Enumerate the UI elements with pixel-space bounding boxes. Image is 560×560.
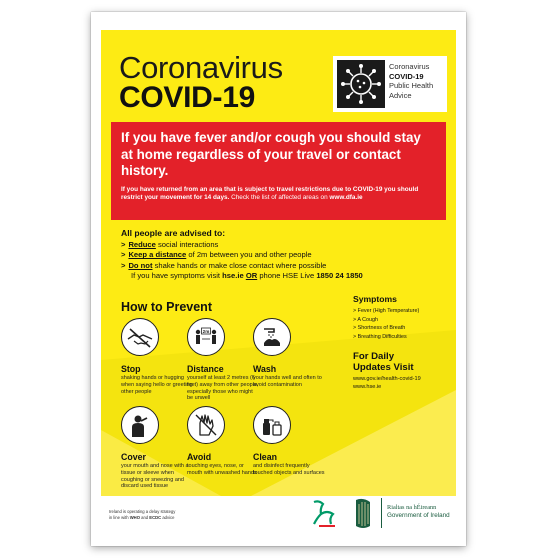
strategy-note (109, 509, 209, 520)
gov-english-name: Government of Ireland (387, 511, 450, 519)
alert-sub-regular: Check the list of affected areas on (231, 194, 328, 202)
note-pre: in line with (109, 514, 130, 520)
tile-title: Cover (121, 452, 146, 462)
updates-heading-line-2: Updates Visit (353, 361, 414, 373)
tile-desc: touching eyes, nose, or mouth with unwashed hands (187, 463, 257, 476)
badge-line-1: Coronavirus (389, 62, 430, 71)
badge-text (389, 62, 433, 100)
prevent-tile-clean (253, 406, 325, 477)
note-post: advice (161, 514, 175, 520)
poster (91, 12, 466, 546)
hse-line-or: OR (245, 270, 258, 280)
hse-website-link[interactable]: www.hse.ie (353, 383, 382, 390)
tile-title: Stop (121, 364, 141, 374)
note-who: WHO (129, 514, 140, 520)
spray-icon (253, 406, 291, 444)
hse-line-pre: If you have symptoms visit (131, 270, 223, 280)
advice-item-bold: Keep a distance (128, 250, 187, 260)
alert-sub-bold: If you have returned from an area that is subject to travel restrictions due to COVID-19 you should restrict your movement for 14 days. (121, 185, 419, 202)
prevent-tile-stop (121, 318, 193, 395)
tile-title: Clean (253, 452, 277, 462)
dfa-link[interactable]: www.dfa.ie (329, 194, 363, 202)
alert-banner (111, 122, 446, 220)
updates-heading (353, 352, 453, 373)
alert-headline: If you have fever and/or cough you should stay at home regardless of your travel or contact history. (121, 130, 421, 178)
tile-desc: and disinfect frequently touched objects and surfaces (253, 463, 325, 476)
gov-divider (381, 498, 382, 528)
advice-item-text: social interactions (155, 240, 219, 250)
badge-line-2: COVID-19 (389, 71, 424, 81)
harp-emblem (351, 496, 375, 532)
tile-title: Avoid (187, 452, 212, 462)
alert-subtext (121, 186, 436, 203)
gov-irish-name: Rialtas na hÉireann (387, 504, 437, 511)
note-and: and (139, 514, 150, 520)
advice-item-text: shake hands or make close contact where possible (152, 260, 327, 270)
handwash-icon (253, 318, 291, 356)
hse-phone[interactable]: 1850 24 1850 (316, 270, 363, 280)
tile-desc: your mouth and nose with a tissue or sleeve when coughing or sneezing and discard used tissue (121, 463, 189, 490)
prevent-tile-avoid (187, 406, 259, 477)
advice-section (121, 228, 441, 281)
prevent-tile-cover (121, 406, 193, 490)
symptoms-section (353, 294, 453, 341)
advice-item: > Reduce social interactions (121, 240, 219, 250)
distance-icon (187, 318, 225, 356)
badge-line-3: Public Health (389, 81, 434, 90)
public-health-badge (333, 56, 447, 112)
hse-contact-line (121, 271, 441, 281)
badge-line-4: Advice (389, 90, 412, 100)
prevent-tile-distance (187, 318, 259, 402)
handshake-icon (121, 318, 159, 356)
virus-icon (337, 60, 385, 108)
hse-line-mid: phone HSE Live (257, 270, 317, 280)
symptom-item: > Shortness of Breath (353, 325, 406, 332)
symptom-item: > Fever (High Temperature) (353, 308, 420, 314)
symptom-item: > Breathing Difficulties (353, 333, 407, 340)
hse-link[interactable]: hse.ie (222, 270, 244, 280)
updates-links (353, 376, 453, 391)
tile-desc: shaking hands or hugging when saying hello or greeting other people (121, 375, 193, 395)
hse-logo (311, 498, 339, 530)
advice-item: > Keep a distance of 2m between you and other people (121, 250, 312, 260)
hand-icon (187, 406, 225, 444)
prevent-heading: How to Prevent (121, 300, 212, 314)
note-ecdc: ECDC (149, 514, 162, 520)
title-coronavirus: Coronavirus (119, 50, 283, 85)
advice-item: > Do not shake hands or make close contact where possible (121, 260, 327, 270)
tile-title: Distance (187, 364, 224, 374)
symptom-item: > A Cough (353, 316, 379, 323)
updates-section (353, 352, 453, 391)
poster-body (101, 30, 456, 496)
gov-health-link[interactable]: www.gov.ie/health-covid-19 (353, 376, 421, 383)
prevent-tile-wash (253, 318, 325, 389)
symptoms-heading: Symptoms (353, 294, 397, 304)
government-of-ireland (387, 504, 450, 519)
advice-item-text: of 2m between you and other people (186, 250, 312, 260)
title-covid19: COVID-19 (119, 81, 255, 114)
distance-icon-label: 2m (202, 328, 210, 334)
updates-heading-line-1: For Daily (353, 351, 395, 362)
advice-heading: All people are advised to: (121, 228, 226, 238)
strategy-note-line-2 (109, 515, 209, 521)
tile-title: Wash (253, 364, 277, 374)
symptoms-list (353, 307, 453, 341)
tile-desc: your hands well and often to avoid contamination (253, 375, 322, 388)
cough-icon (121, 406, 159, 444)
tile-desc: yourself at least 2 metres (6 feet) away from other people, especially those who might be unwell (187, 375, 259, 402)
strategy-note-line-1: Ireland is operating a delay strategy (109, 509, 176, 514)
advice-item-bold: Reduce (128, 240, 156, 250)
advice-item-bold: Do not (128, 260, 153, 270)
